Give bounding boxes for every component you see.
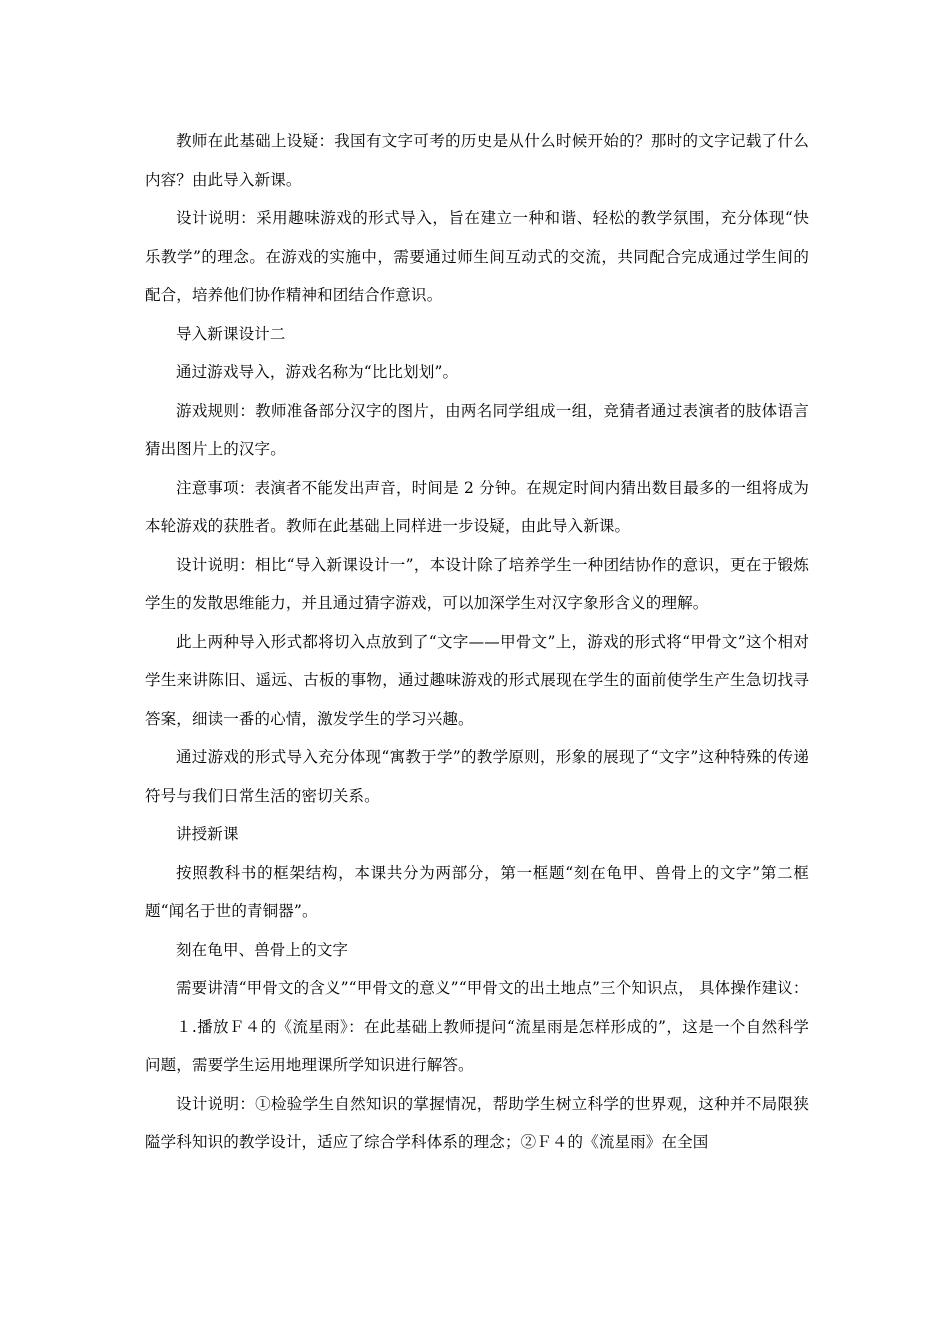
- paragraph-game-rules: 游戏规则：教师准备部分汉字的图片，由两名同学组成一组，竞猜者通过表演者的肢体语言猜出图片上的汉字。: [145, 401, 809, 458]
- paragraph-design-note-2: 设计说明：相比“导入新课设计一”，本设计除了培养学生一种团结协作的意识，更在于锻炼学生的发散思维能力，并且通过猜字游戏，可以加深学生对汉字象形含义的理解。: [145, 555, 809, 612]
- paragraph-knowledge-points: 需要讲清“甲骨文的含义”“甲骨文的意义”“甲骨文的出土地点”三个知识点， 具体操作建议：: [176, 979, 809, 997]
- paragraph-design-note-3: 设计说明：①检验学生自然知识的掌握情况，帮助学生树立科学的世界观，这种并不局限狭隘学科知识的教学设计，适应了综合学科体系的理念；②Ｆ４的《流星雨》在全国: [145, 1094, 809, 1151]
- heading-oracle-bone-script: 刻在龟甲、兽骨上的文字: [176, 940, 349, 959]
- paragraph-summary-intro-forms: 此上两种导入形式都将切入点放到了“文字——甲骨文”上，游戏的形式将“甲骨文”这个相对学生来讲陈旧、遥远、古板的事物，通过趣味游戏的形式展现在学生的面前使学生产生急切找寻答案，细读一番的心情，激发学生的学习兴趣。: [145, 632, 809, 728]
- paragraph-lesson-structure: 按照教科书的框架结构，本课共分为两部分，第一框题“刻在龟甲、兽骨上的文字”第二框题“闻名于世的青铜器”。: [145, 863, 809, 920]
- document-body: [145, 122, 809, 1162]
- paragraph-notes: 注意事项：表演者不能发出声音，时间是 2 分钟。在规定时间内猜出数目最多的一组将成为本轮游戏的获胜者。教师在此基础上同样进一步设疑，由此导入新课。: [145, 478, 809, 535]
- paragraph-teaching-principle: 通过游戏的形式导入充分体现“寓教于学”的教学原则，形象的展现了“文字”这种特殊的传递符号与我们日常生活的密切关系。: [145, 748, 809, 805]
- paragraph-step-1: １.播放Ｆ４的《流星雨》：在此基础上教师提问“流星雨是怎样形成的”，这是一个自然科学问题，需要学生运用地理课所学知识进行解答。: [145, 1017, 809, 1074]
- heading-intro-design-2: 导入新课设计二: [176, 324, 286, 343]
- paragraph-teacher-question: 教师在此基础上设疑：我国有文字可考的历史是从什么时候开始的？那时的文字记载了什么内容？由此导入新课。: [145, 132, 809, 189]
- paragraph-design-note-1: 设计说明：采用趣味游戏的形式导入，旨在建立一种和谐、轻松的教学氛围，充分体现“快乐教学”的理念。在游戏的实施中，需要通过师生间互动式的交流，共同配合完成通过学生间的配合，培养他们协作精神和团结合作意识。: [145, 209, 809, 304]
- paragraph-game-intro: 通过游戏导入，游戏名称为“比比划划”。: [176, 363, 459, 381]
- heading-new-lesson: 讲授新课: [176, 825, 239, 843]
